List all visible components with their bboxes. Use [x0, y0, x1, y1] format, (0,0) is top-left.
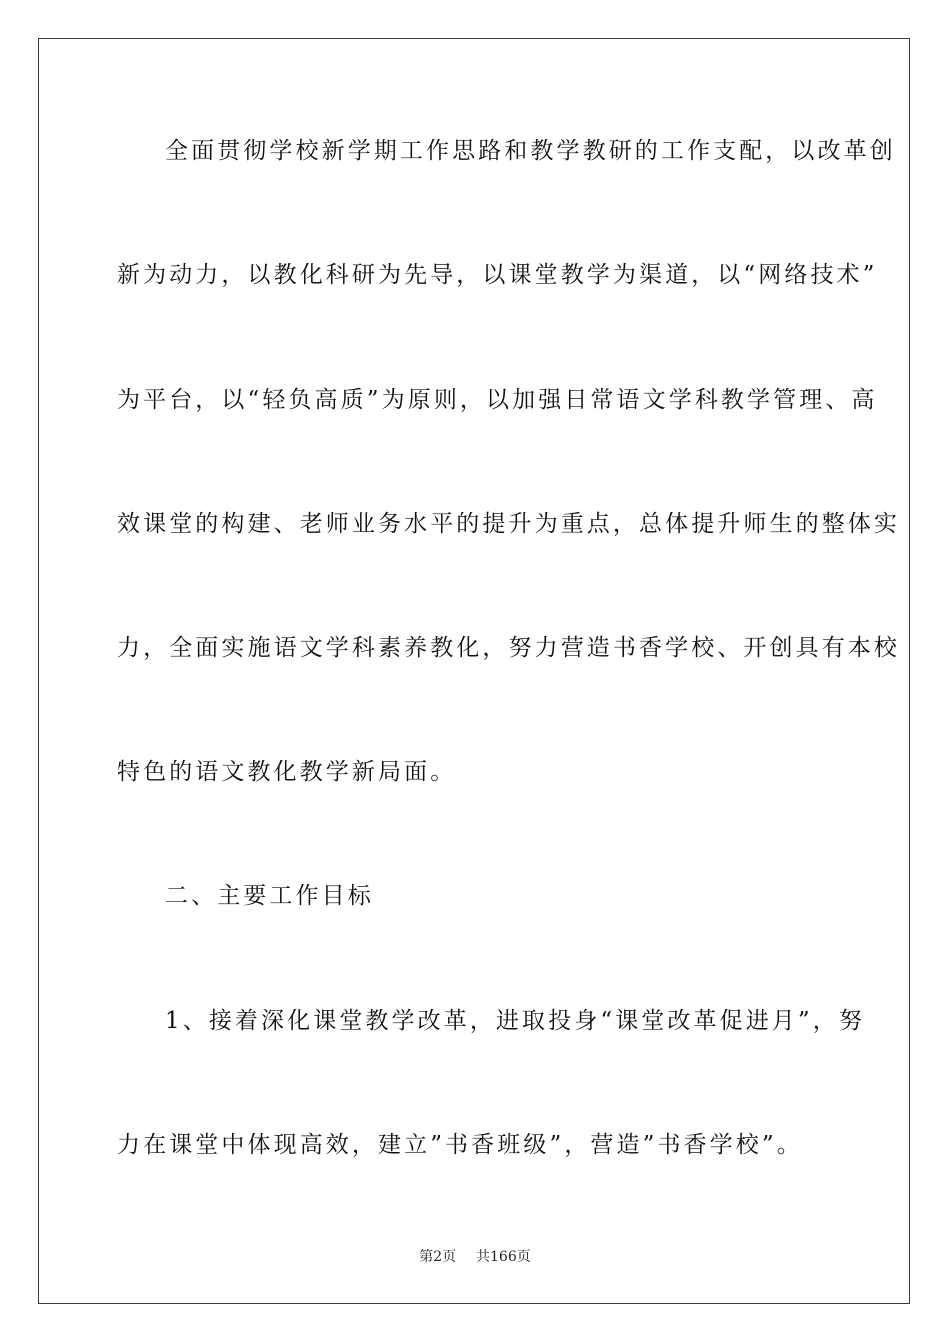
paragraph-line-1: 全面贯彻学校新学期工作思路和教学教研的工作支配，以改革创	[165, 138, 896, 164]
page-footer	[0, 1248, 950, 1266]
paragraph-line-6: 特色的语文教化教学新局面。	[117, 759, 457, 785]
page-total: 共166页	[476, 1249, 531, 1265]
page-number: 第2页	[419, 1249, 457, 1265]
paragraph-line-8: 力在课堂中体现高效，建立”书香班级”，营造”书香学校”。	[117, 1132, 803, 1158]
paragraph-line-5: 力，全面实施语文学科素养教化，努力营造书香学校、开创具有本校	[117, 635, 900, 661]
section-heading: 二、主要工作目标	[165, 883, 374, 909]
page-frame	[38, 38, 910, 1304]
paragraph-line-3: 为平台，以“轻负高质”为原则，以加强日常语文学科教学管理、高	[117, 387, 878, 413]
paragraph-line-2: 新为动力，以教化科研为先导，以课堂教学为渠道，以“网络技术”	[117, 262, 878, 288]
paragraph-line-7: 1、接着深化课堂教学改革，进取投身“课堂改革促进月”，努	[165, 1008, 865, 1034]
paragraph-line-4: 效课堂的构建、老师业务水平的提升为重点，总体提升师生的整体实	[117, 511, 900, 537]
